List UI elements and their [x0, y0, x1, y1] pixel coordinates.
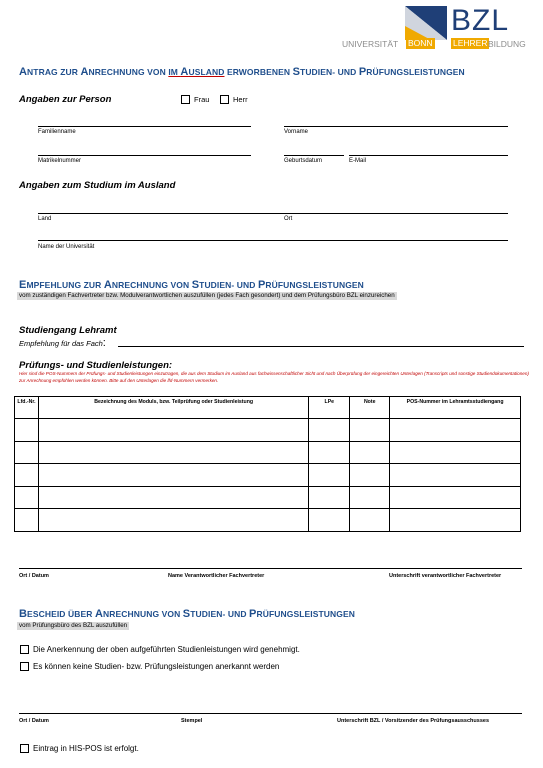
leistungen-heading: Prüfungs- und Studienleistungen: — [19, 360, 173, 371]
vorname-field[interactable] — [284, 126, 508, 127]
logo-bildung-text: BILDUNG — [488, 39, 526, 49]
table-cell[interactable] — [350, 464, 390, 487]
genehmigt-checkbox[interactable] — [20, 645, 29, 654]
fach-field[interactable] — [118, 346, 524, 347]
herr-checkbox[interactable] — [220, 95, 229, 104]
email-label: E-Mail — [349, 158, 367, 164]
familienname-field[interactable] — [38, 126, 251, 127]
table-cell[interactable] — [309, 509, 350, 532]
col-lpe: LPe — [309, 397, 350, 419]
table-row — [15, 486, 521, 509]
abgelehnt-checkbox[interactable] — [20, 662, 29, 671]
person-heading: Angaben zur Person — [19, 94, 112, 105]
table-cell[interactable] — [38, 441, 308, 464]
abgelehnt-label: Es können keine Studien- bzw. Prüfungsleistungen anerkannt werden — [33, 662, 280, 671]
frau-checkbox[interactable] — [181, 95, 190, 104]
table-cell[interactable] — [390, 419, 521, 442]
land-ort-field[interactable] — [38, 213, 508, 214]
email-field[interactable] — [349, 155, 508, 156]
table-cell[interactable] — [15, 486, 39, 509]
empfehlung-note: vom zuständigen Fachvertreter bzw. Modulverantwortlichen auszufüllen (jedes Fach gesondert) und dem Prüfungsbüro BZL einzureichen — [19, 292, 395, 299]
sig2-unterschrift-label: Unterschrift BZL / Vorsitzender des Prüfungsausschusses — [337, 718, 490, 724]
table-cell[interactable] — [390, 509, 521, 532]
empfehlung-heading: EMPFEHLUNG ZUR ANRECHNUNG VON STUDIEN- UND PRÜFUNGSLEISTUNGEN — [19, 279, 364, 291]
table-cell[interactable] — [15, 419, 39, 442]
bescheid-note: vom Prüfungsbüro des BZL auszufüllen — [19, 622, 128, 629]
table-cell[interactable] — [15, 509, 39, 532]
col-bezeichnung: Bezeichnung des Moduls, bzw. Teilprüfung oder Studienleistung — [38, 397, 308, 419]
logo-graphic-icon — [405, 6, 447, 40]
table-row — [15, 464, 521, 487]
col-note: Note — [350, 397, 390, 419]
signature1-field[interactable] — [19, 568, 522, 569]
universitaet-field[interactable] — [38, 240, 508, 241]
table-cell[interactable] — [309, 419, 350, 442]
studiengang-heading: Studiengang Lehramt — [19, 325, 117, 336]
logo-bonn-text: BONN — [408, 38, 433, 48]
table-cell[interactable] — [350, 441, 390, 464]
table-cell[interactable] — [309, 441, 350, 464]
universitaet-label: Name der Universität — [38, 244, 95, 250]
matrikelnummer-label: Matrikelnummer — [38, 158, 82, 164]
table-cell[interactable] — [350, 486, 390, 509]
table-cell[interactable] — [15, 441, 39, 464]
table-cell[interactable] — [390, 464, 521, 487]
table-row — [15, 441, 521, 464]
table-cell[interactable] — [350, 419, 390, 442]
sig1-unterschrift-label: Unterschrift verantwortlicher Fachvertreter — [389, 573, 502, 579]
geburtsdatum-field[interactable] — [284, 155, 344, 156]
table-row — [15, 509, 521, 532]
ort-label: Ort — [284, 216, 293, 222]
table-cell[interactable] — [390, 441, 521, 464]
bzl-logo — [340, 6, 535, 50]
table-cell[interactable] — [309, 464, 350, 487]
signature2-field[interactable] — [19, 713, 522, 714]
table-row — [15, 419, 521, 442]
logo-bzl-text: BZL — [451, 4, 510, 37]
studium-heading: Angaben zum Studium im Ausland — [19, 180, 176, 191]
familienname-label: Familienname — [38, 129, 76, 135]
frau-label: Frau — [194, 95, 210, 104]
table-cell[interactable] — [38, 486, 308, 509]
table-cell[interactable] — [309, 486, 350, 509]
sig2-stempel-label: Stempel — [181, 718, 203, 724]
table-cell[interactable] — [38, 509, 308, 532]
eintrag-label: Eintrag in HIS-POS ist erfolgt. — [33, 744, 139, 753]
table-cell[interactable] — [38, 464, 308, 487]
table-cell[interactable] — [350, 509, 390, 532]
sig2-ort-datum-label: Ort / Datum — [19, 718, 49, 724]
matrikelnummer-field[interactable] — [38, 155, 251, 156]
vorname-label: Vorname — [284, 129, 309, 135]
form-title: ANTRAG ZUR ANRECHNUNG VON IM AUSLAND ERWORBENEN STUDIEN- UND PRÜFUNGSLEISTUNGEN — [19, 66, 465, 78]
eintrag-checkbox[interactable] — [20, 744, 29, 753]
land-label: Land — [38, 216, 52, 222]
genehmigt-label: Die Anerkennung der oben aufgeführten Studienleistungen wird genehmigt. — [33, 645, 300, 654]
fach-label: Empfehlung für das Fach: — [19, 337, 106, 349]
table-cell[interactable] — [38, 419, 308, 442]
col-pos-nummer: POS-Nummer im Lehramtsstudiengang — [390, 397, 521, 419]
table-cell[interactable] — [15, 464, 39, 487]
leistungen-instruction: Hier sind die POS-Nummern der Prüfungs- und Studienleistungen einzutragen, die aus dem Studium im Ausland aus fachwissenschaftlicher Sicht und nach Überprüfung der eingereichten Unterlagen (Transcripts und sonstige Studiendokumentationen) zur Anrechnung empfohlen werden können. Bitte auf den Unterlagen die lfd-Nummern vermerken. — [19, 371, 529, 383]
col-lfd-nr: Lfd.-Nr. — [15, 397, 39, 419]
sig1-ort-datum-label: Ort / Datum — [19, 573, 49, 579]
leistungen-table — [14, 396, 521, 532]
logo-lehrer-text: LEHRER — [453, 38, 488, 48]
table-header-row — [15, 397, 521, 419]
sig1-name-label: Name Verantwortlicher Fachvertreter — [168, 573, 265, 579]
geburtsdatum-label: Geburtsdatum — [284, 158, 323, 164]
bescheid-heading: BESCHEID ÜBER ANRECHNUNG VON STUDIEN- UND PRÜFUNGSLEISTUNGEN — [19, 608, 355, 620]
table-cell[interactable] — [390, 486, 521, 509]
logo-university-text: UNIVERSITÄT — [342, 39, 399, 49]
herr-label: Herr — [233, 95, 248, 104]
